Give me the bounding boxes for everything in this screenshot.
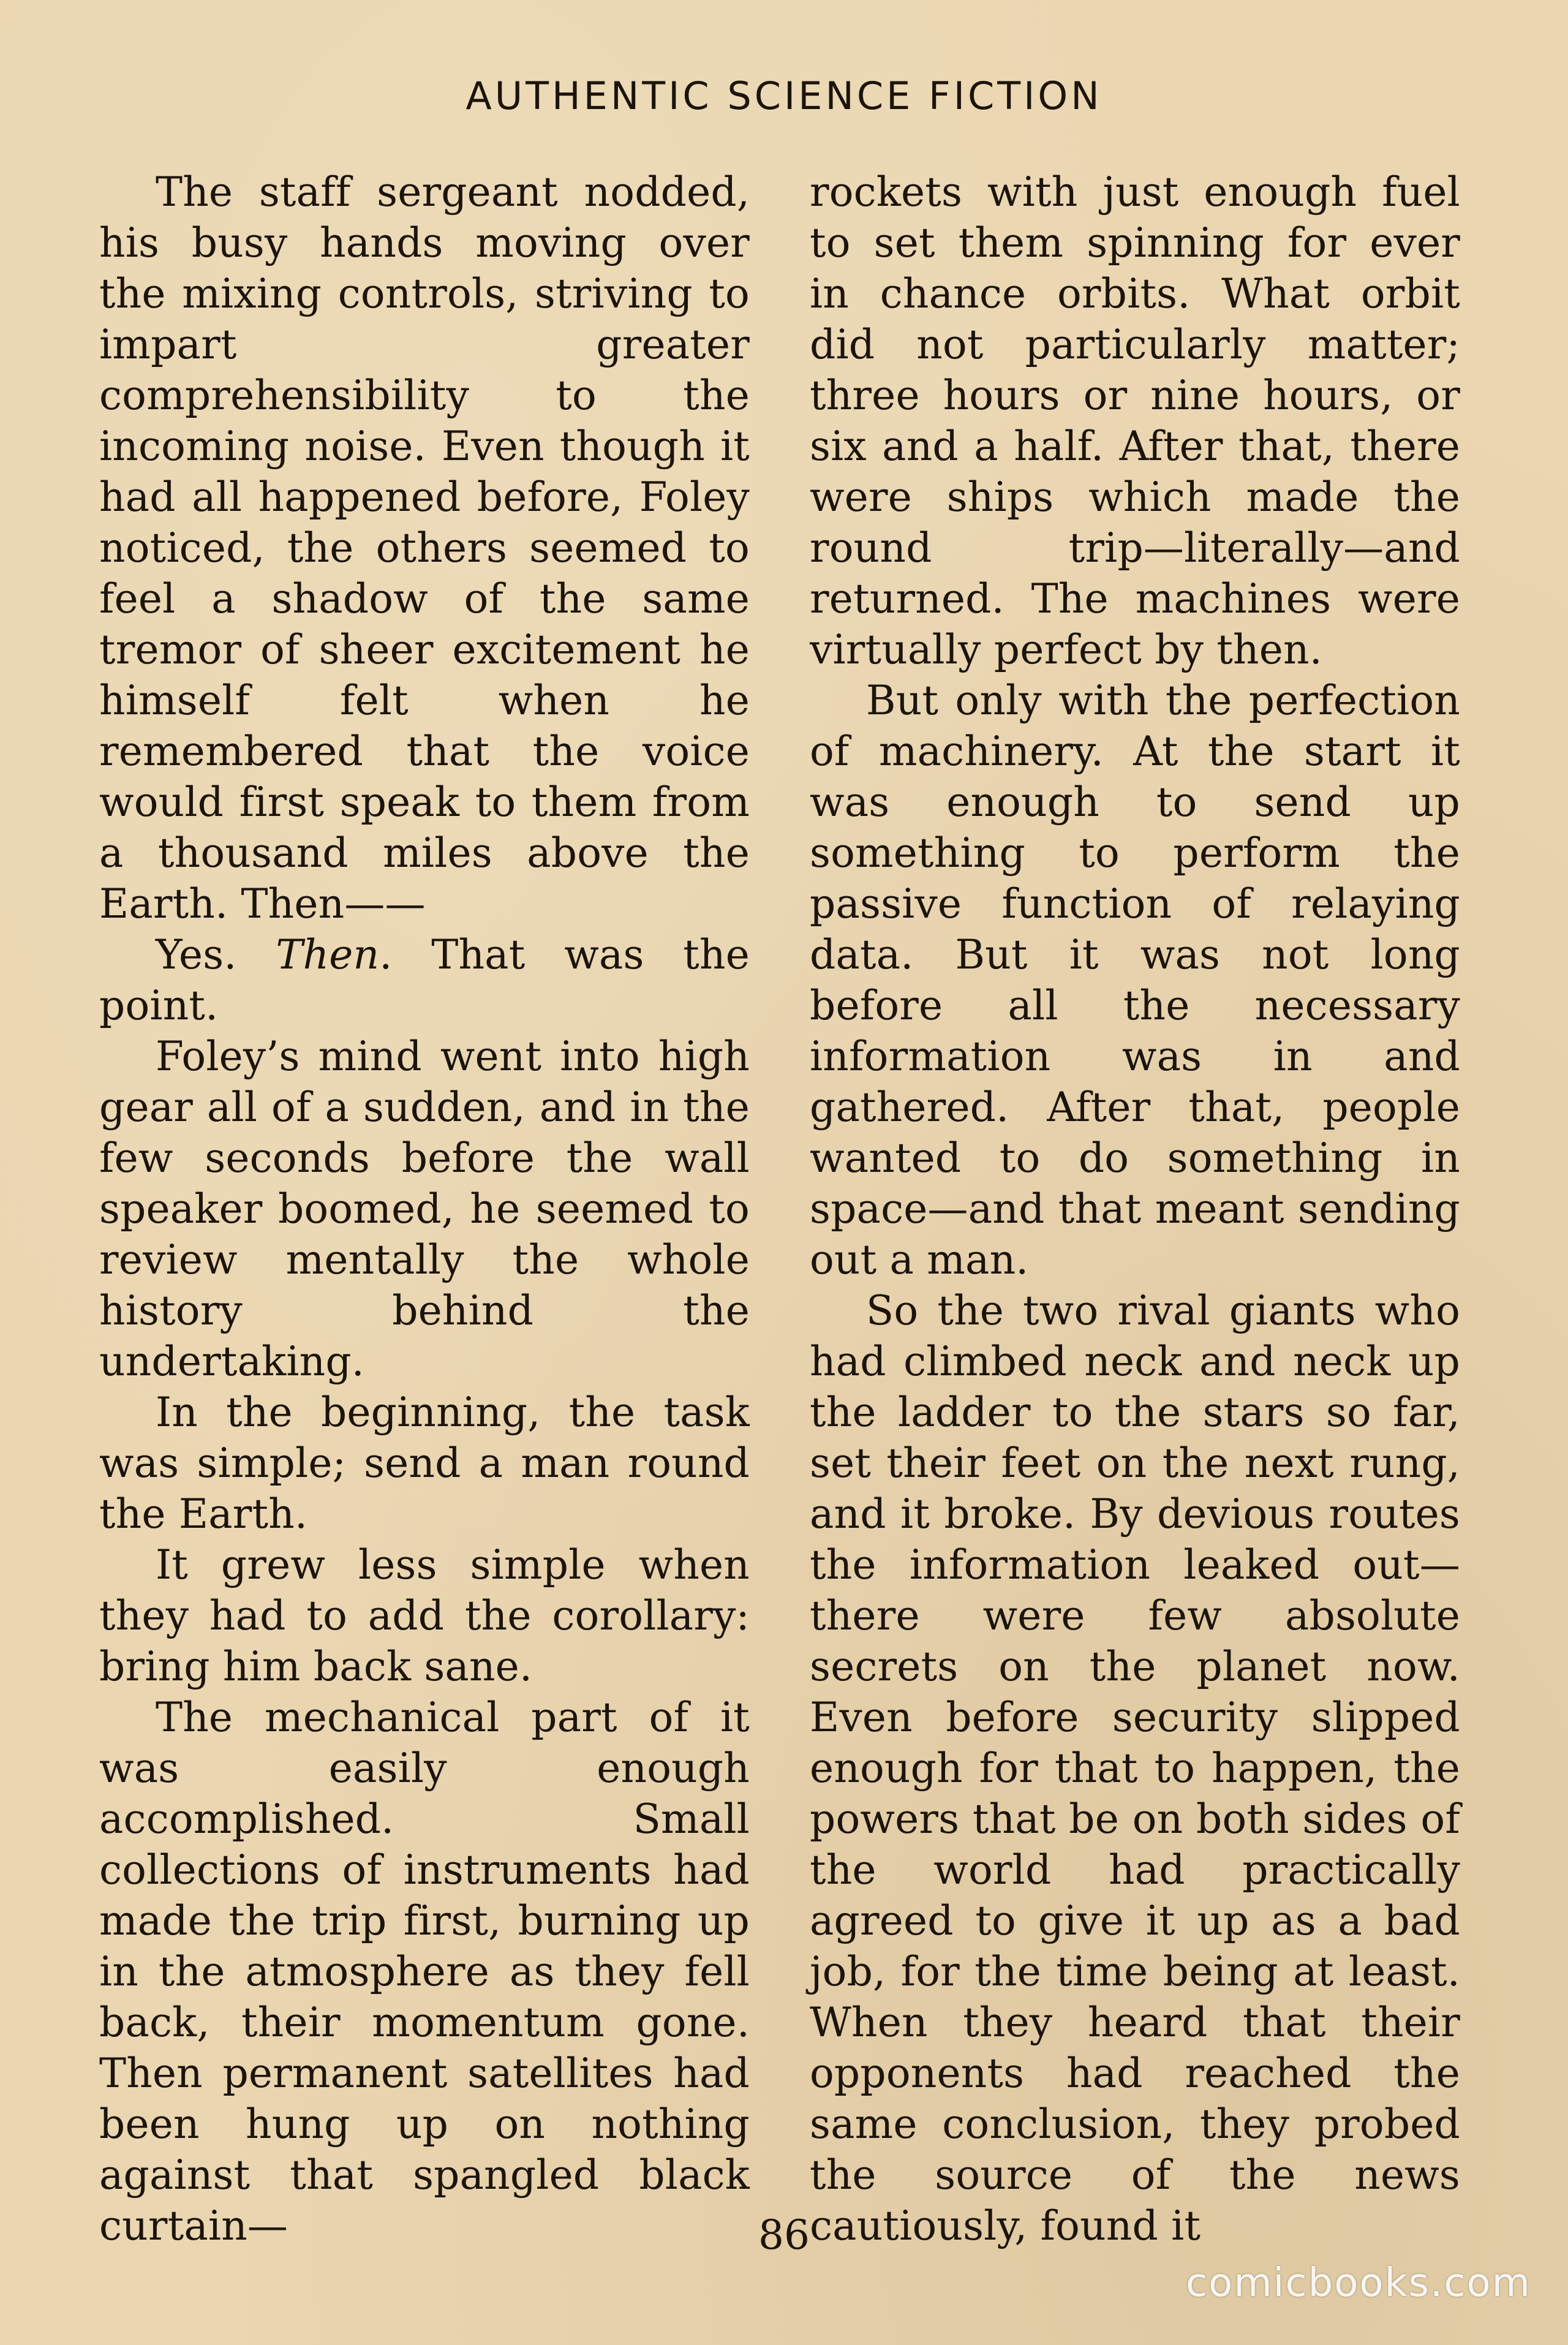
paragraph: The staff sergeant nodded, his busy hands moving over the mixing controls, striving to impart greater comprehensibility to the incoming noise. Even though it had all happened before, Foley noticed, the others seemed to feel a shadow of the same tremor of sheer excitement he himself felt when he remembered that the voice would first speak to them from a thousand miles above the Earth. Then——	[99, 168, 750, 927]
running-header: AUTHENTIC SCIENCE FICTION	[466, 74, 1102, 118]
emphasis-text: Then	[276, 931, 380, 978]
paragraph: In the beginning, the task was simple; send a man round the Earth.	[99, 1389, 750, 1538]
site-watermark: comicbooks.com	[1185, 2260, 1531, 2306]
text-run: . That was the point.	[99, 931, 750, 1029]
left-column	[99, 167, 750, 2249]
paragraph: So the two rival giants who had climbed neck and neck up the ladder to the stars so far, set their feet on the next rung, and it broke. By devious routes the information leaked out—there were few absolute secrets on the planet now. Even before security slipped enough for that to happen, the powers that be on both sides of the world had practically agreed to give it up as a bad job, for the time being at least. When they heard that their opponents had reached the same conclusion, they probed the source of the news cautiously, found it	[810, 1287, 1460, 2249]
paragraph	[99, 929, 750, 1031]
text-run: Yes.	[156, 931, 276, 978]
paragraph: But only with the perfection of machinery. At the start it was enough to send up something to perform the passive function of relaying data. But it was not long before all the necessary information was in and gathered. After that, people wanted to do something in space—and that meant sending out a man.	[810, 677, 1460, 1283]
right-column	[810, 167, 1460, 2249]
paragraph: Foley’s mind went into high gear all of a sudden, and in the few seconds before the wall speaker boomed, he seemed to review mentally the whole history behind the undertaking.	[99, 1033, 750, 1385]
paragraph: rockets with just enough fuel to set them spinning for ever in chance orbits. What orbit did not particularly matter; three hours or nine hours, or six and a half. After that, there were ships which made the round trip—literally—and returned. The machines were virtually perfect by then.	[810, 168, 1460, 673]
page-number: 86	[758, 2211, 810, 2259]
paragraph: It grew less simple when they had to add the corollary: bring him back sane.	[99, 1541, 750, 1690]
paragraph: The mechanical part of it was easily enough accomplished. Small collections of instruments had made the trip first, burning up in the atmosphere as they fell back, their momentum gone. Then permanent satellites had been hung up on nothing against that spangled black curtain—	[99, 1694, 750, 2249]
